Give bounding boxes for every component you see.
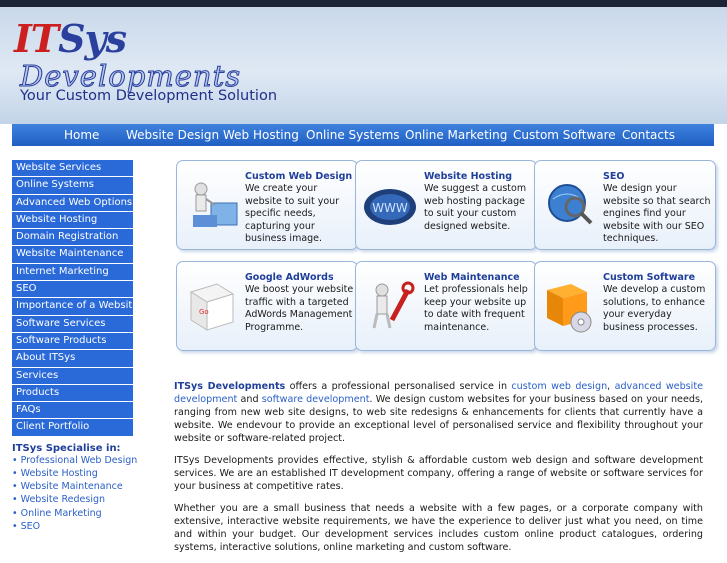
sidebar-item-website-maintenance[interactable]: Website Maintenance [12, 246, 133, 263]
nav-custom-software[interactable]: Custom Software [513, 128, 616, 142]
sidebar-item-website-hosting[interactable]: Website Hosting [12, 212, 133, 229]
intro-text: . We design custom websites for your business based on your needs, ranging from new web site designs, to web site redesigns & enhancements for clients that currently have a website. We endevour to provide an exceptional level of personalised service and flexibility throughout your website or software-related project. [174, 394, 703, 444]
globe-search-icon [541, 175, 597, 233]
card-custom-web-design[interactable] [176, 160, 358, 250]
card-desc: We boost your website traffic with a targeted AdWords Management Programme. [245, 284, 354, 333]
nav-website-design[interactable]: Website Design [126, 128, 220, 142]
link-advanced-website-development[interactable]: advanced website development [174, 381, 703, 405]
card-web-maintenance[interactable] [355, 261, 537, 351]
sidebar-item-about-itsys[interactable]: About ITSys [12, 350, 133, 367]
web-design-icon [183, 175, 239, 233]
card-desc: We design your website so that search engines find your website with our SEO techniques. [603, 183, 711, 244]
card-desc: We suggest a custom web hosting package to suit your custom designed website. [424, 183, 527, 232]
sidebar-item-website-services[interactable]: Website Services [12, 160, 133, 177]
card-custom-software[interactable] [534, 261, 716, 351]
svg-text:WWW: WWW [372, 201, 408, 215]
card-title: Google AdWords [245, 272, 334, 283]
link-custom-web-design[interactable]: custom web design [511, 381, 608, 392]
card-desc: We create your website to suit your specific needs, capturing your business image. [245, 183, 340, 244]
sidebar-item-services[interactable]: Services [12, 368, 133, 385]
sidebar-item-importance-of-website[interactable]: Importance of a Website [12, 298, 133, 315]
card-desc: Let professionals help keep your website up to date with frequent maintenance. [424, 284, 528, 333]
experience-paragraph: Whether you are a small business that needs a website with a few pages, or a corporate company with extensive, interactive website requirements, we have the experience to deliver just what you need, on time and within your budget. Our development services includes custom online product catalogues, ordering systems, interactive solutions, online marketing and custom software. [174, 503, 703, 553]
sidebar-item-online-systems[interactable]: Online Systems [12, 177, 133, 194]
sidebar-item-client-portfolio[interactable]: Client Portfolio [12, 419, 133, 436]
tagline: Your Custom Development Solution [20, 88, 278, 104]
intro-text: , [607, 381, 615, 392]
software-box-icon [541, 276, 597, 334]
intro-paragraph [174, 380, 703, 445]
sidebar-item-software-products[interactable]: Software Products [12, 333, 133, 350]
specialise-item[interactable]: • Website Hosting [12, 467, 98, 479]
nav-home[interactable]: Home [64, 128, 100, 142]
logo-sys-text: Sys [58, 16, 126, 61]
company-name: ITSys Developments [174, 381, 286, 392]
nav-web-hosting[interactable]: Web Hosting [223, 128, 299, 142]
main-nav [12, 124, 714, 146]
card-desc: We develop a custom solutions, to enhance your everyday business processes. [603, 284, 706, 333]
logo-it-text: IT [14, 16, 59, 61]
card-title: Web Maintenance [424, 272, 520, 283]
globe-www-icon [362, 175, 418, 233]
main-content [174, 380, 703, 563]
services-paragraph: ITSys Developments provides effective, stylish & affordable custom web design and software development services. We are an established IT development company, offering a range of website or software services for your business at competitive rates. [174, 455, 703, 492]
svg-text:Go: Go [199, 308, 209, 316]
sidebar-item-domain-registration[interactable]: Domain Registration [12, 229, 133, 246]
site-header [0, 7, 727, 124]
google-box-icon [183, 276, 239, 334]
nav-online-marketing[interactable]: Online Marketing [405, 128, 508, 142]
sidebar-item-products[interactable]: Products [12, 385, 133, 402]
sidebar-item-seo[interactable]: SEO [12, 281, 133, 298]
card-title: SEO [603, 171, 625, 182]
nav-contacts[interactable]: Contacts [622, 128, 675, 142]
sidebar-item-faqs[interactable]: FAQs [12, 402, 133, 419]
sidebar-item-advanced-web-options[interactable]: Advanced Web Options [12, 195, 133, 212]
intro-text: and [237, 394, 262, 405]
card-title: Website Hosting [424, 171, 513, 182]
nav-online-systems[interactable]: Online Systems [306, 128, 400, 142]
specialise-item[interactable]: • Online Marketing [12, 507, 102, 519]
wrench-figure-icon [362, 276, 418, 334]
sidebar-item-internet-marketing[interactable]: Internet Marketing [12, 264, 133, 281]
card-title: Custom Web Design [245, 171, 353, 182]
link-software-development[interactable]: software development [261, 394, 370, 405]
sidebar [12, 160, 139, 533]
specialise-item[interactable]: • Professional Web Design [12, 454, 138, 466]
specialise-title: ITSys Specialise in: [12, 442, 121, 454]
specialise-item[interactable]: • SEO [12, 520, 41, 532]
logo-developments-text: Developments [20, 59, 242, 93]
specialise-item[interactable]: • Website Maintenance [12, 481, 123, 493]
card-website-hosting[interactable] [355, 160, 537, 250]
card-seo[interactable] [534, 160, 716, 250]
card-title: Custom Software [603, 272, 696, 283]
specialise-item[interactable]: • Website Redesign [12, 494, 106, 506]
intro-text: offers a professional personalised service in [285, 381, 512, 392]
sidebar-item-software-services[interactable]: Software Services [12, 316, 133, 333]
site-logo[interactable] [14, 16, 242, 93]
card-google-adwords[interactable] [176, 261, 358, 351]
top-dark-bar [0, 0, 727, 7]
